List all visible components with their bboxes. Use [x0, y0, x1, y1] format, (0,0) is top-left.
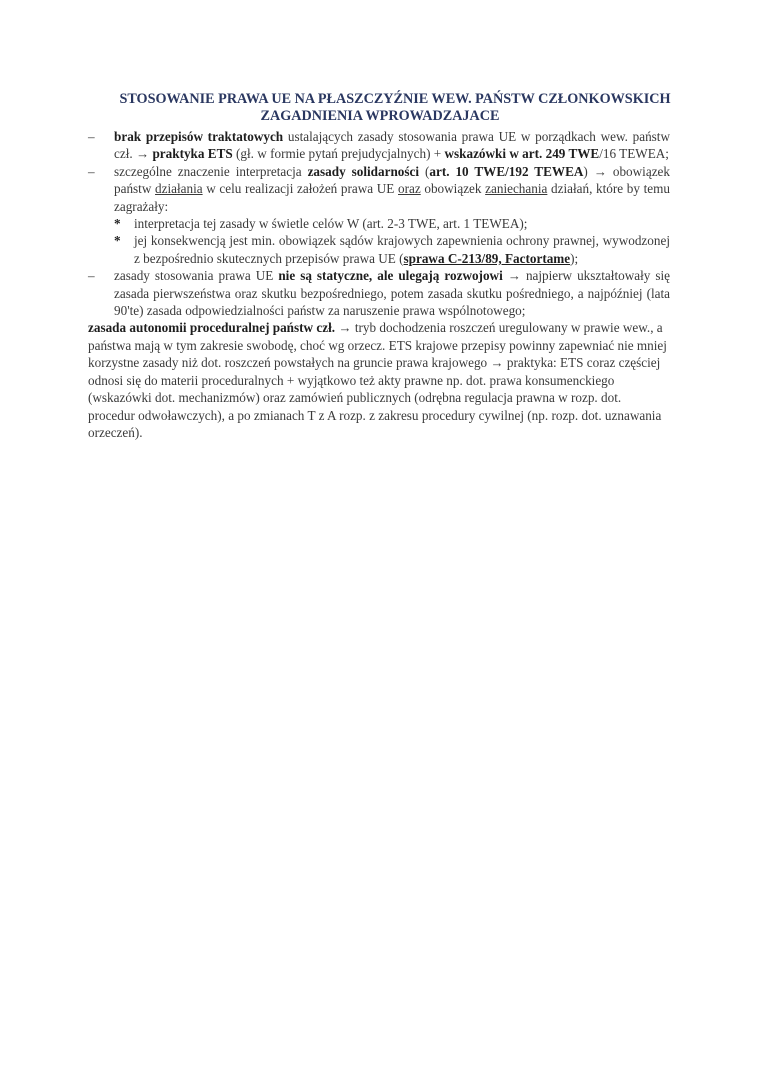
text-run: /16 TEWEA; [599, 146, 669, 162]
underlined-word: działania [155, 181, 203, 197]
bold-phrase: praktyka ETS [152, 146, 233, 162]
list-item [88, 163, 670, 267]
title-line-1: STOSOWANIE PRAWA UE NA PŁASZCZYŹNIE WEW. PAŃSTW CZŁONKOWSKICH [119, 91, 671, 107]
paragraph [88, 319, 670, 441]
bold-phrase: wskazówki w art. 249 TWE [444, 146, 600, 162]
text-run: ) → obowiązek państw [114, 163, 670, 197]
underlined-word: zaniechania [485, 181, 548, 197]
document-body [88, 128, 670, 441]
title-line-2: ZAGADNIENIA WPROWADZAJACE [260, 108, 500, 124]
text-run: interpretacja tej zasady w świetle celów W (art. 2-3 TWE, art. 1 TEWEA); [134, 216, 528, 232]
bold-phrase: zasada autonomii proceduralnej państw czł. [88, 320, 336, 336]
sub-list-item [114, 232, 670, 267]
bold-phrase: art. 10 TWE/192 TEWEA [429, 163, 584, 179]
text-run: obowiązek [420, 181, 486, 197]
list-item [88, 128, 670, 163]
underlined-word: oraz [398, 181, 421, 197]
text-run: działań, które by temu zagrażały: [114, 181, 670, 214]
list-item [88, 267, 670, 319]
text-run: → najpierw ukształtowały się zasada pierwszeństwa oraz skutku bezpośredniego, potem zasada skutku pośredniego, a najpóźniej (lata 90'te) zasada odpowiedzialności państw za naruszenie prawa wspólnotowego; [114, 268, 670, 319]
dash-bullet: – [88, 268, 95, 284]
text-run: zasady stosowania prawa UE [114, 268, 279, 284]
star-bullet: * [114, 216, 121, 232]
document-title [0, 91, 760, 125]
bold-phrase: zasady solidarności [307, 163, 420, 179]
star-bullet: * [114, 233, 121, 249]
bold-phrase: nie są statyczne, ale ulegają rozwojowi [278, 268, 503, 284]
text-run: szczególne znaczenie interpretacja [114, 163, 308, 179]
text-run: → tryb dochodzenia roszczeń uregulowany w prawie wew., a państwa mają w tym zakresie swobodę, choć wg orzecz. ETS krajowe przepisy powinny zapewniać nie mniej korzystne zasady niż dot. roszczeń powstałych na gruncie prawa krajowego → praktyka: ETS coraz częściej odnosi się do materii proceduralnych + wyjątkowo też akty prawne np. dot. prawa konsumenckiego (wskazówki dot. mechanizmów) oraz zamówień publicznych (odrębna regulacja prawna w rozp. dot. procedur odwoławczych), a po zmianach T z A rozp. z zakresu procedury cywilnej (np. rozp. dot. uznawania orzeczeń). [88, 320, 667, 440]
text-run: ); [570, 250, 579, 266]
dash-bullet: – [88, 163, 95, 179]
text-run: w celu realizacji założeń prawa UE [202, 181, 399, 197]
sub-list-item [114, 215, 670, 232]
dash-bullet: – [88, 129, 95, 144]
sub-list [114, 215, 670, 267]
text-run: (gł. w formie pytań prejudycjalnych) + [232, 146, 445, 162]
bold-phrase: brak przepisów traktatowych [114, 129, 284, 144]
text-run: ( [419, 163, 430, 179]
text-run: ustalających zasady stosowania prawa UE w porządkach wew. państw czł. → [114, 129, 670, 162]
text-run: jej konsekwencją jest min. obowiązek sądów krajowych zapewnienia ochrony prawnej, wywodzonej z bezpośrednio skutecznych przepisów prawa UE ( [134, 233, 670, 266]
case-reference: sprawa C-213/89, Factortame [403, 250, 571, 266]
